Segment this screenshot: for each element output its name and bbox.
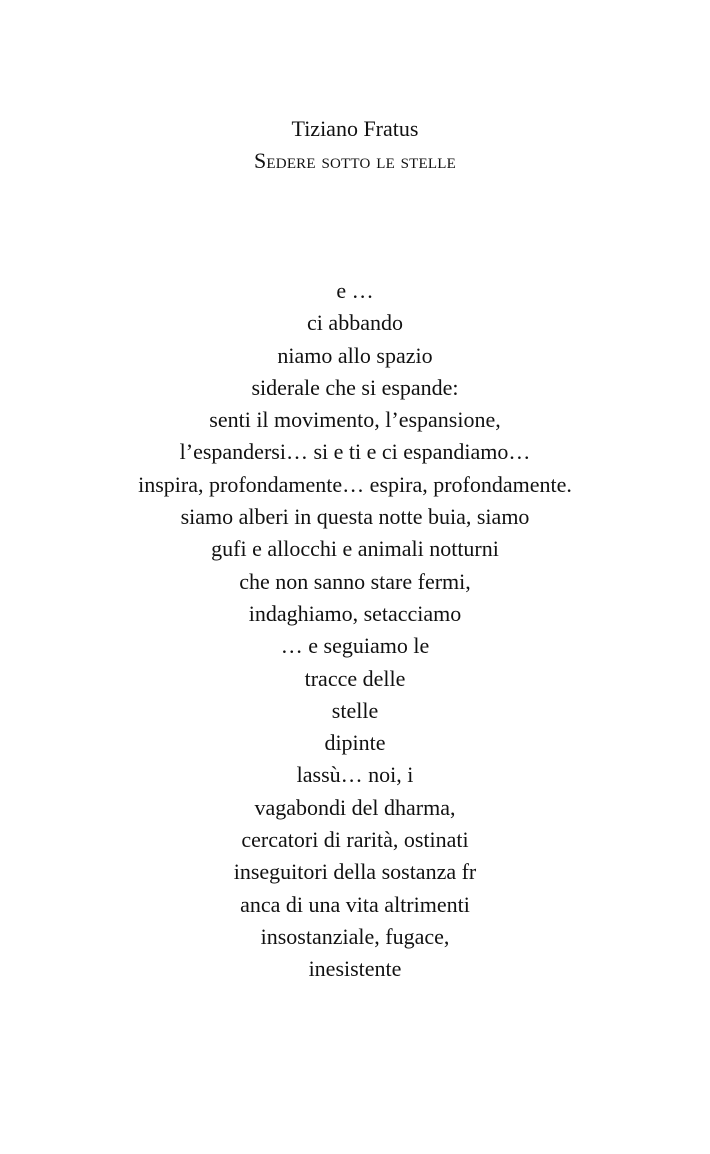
poem-line: tracce delle xyxy=(304,665,406,691)
poem-line: che non sanno stare fermi, xyxy=(239,568,471,594)
poem-line: dipinte xyxy=(324,730,386,756)
poem-title: Sedere sotto le stelle xyxy=(253,148,456,173)
poem-line: cercatori di rarità, ostinati xyxy=(241,827,469,853)
author-name: Tiziano Fratus xyxy=(291,116,419,141)
poem-line: gufi e allocchi e animali notturni xyxy=(211,536,499,562)
poem-line: inesistente xyxy=(308,956,402,982)
poem-line: indaghiamo, setacciamo xyxy=(248,600,462,626)
poem-line: niamo allo spazio xyxy=(277,342,433,368)
poem-line: insostanziale, fugace, xyxy=(260,923,450,949)
poem-line: lassù… noi, i xyxy=(296,762,414,788)
poem-line: stelle xyxy=(331,697,379,723)
poem-body xyxy=(0,275,710,986)
poem-line: senti il movimento, l’espansione, xyxy=(209,407,501,433)
poem-line: e … xyxy=(336,278,374,303)
poem-line: inseguitori della sostanza fr xyxy=(233,859,477,885)
poem-line: siamo alberi in questa notte buia, siamo xyxy=(180,504,530,530)
poem-line: vagabondi del dharma, xyxy=(254,794,456,820)
poem-line: siderale che si espande: xyxy=(251,374,459,400)
poem-line: inspira, profondamente… espira, profondamente. xyxy=(138,471,572,497)
poem-line: ci abbando xyxy=(307,310,403,336)
poem-line: l’espandersi… si e ti e ci espandiamo… xyxy=(179,439,531,465)
poem-line: anca di una vita altrimenti xyxy=(240,891,470,917)
poem-line: … e seguiamo le xyxy=(280,633,430,659)
poem-header xyxy=(0,113,710,177)
